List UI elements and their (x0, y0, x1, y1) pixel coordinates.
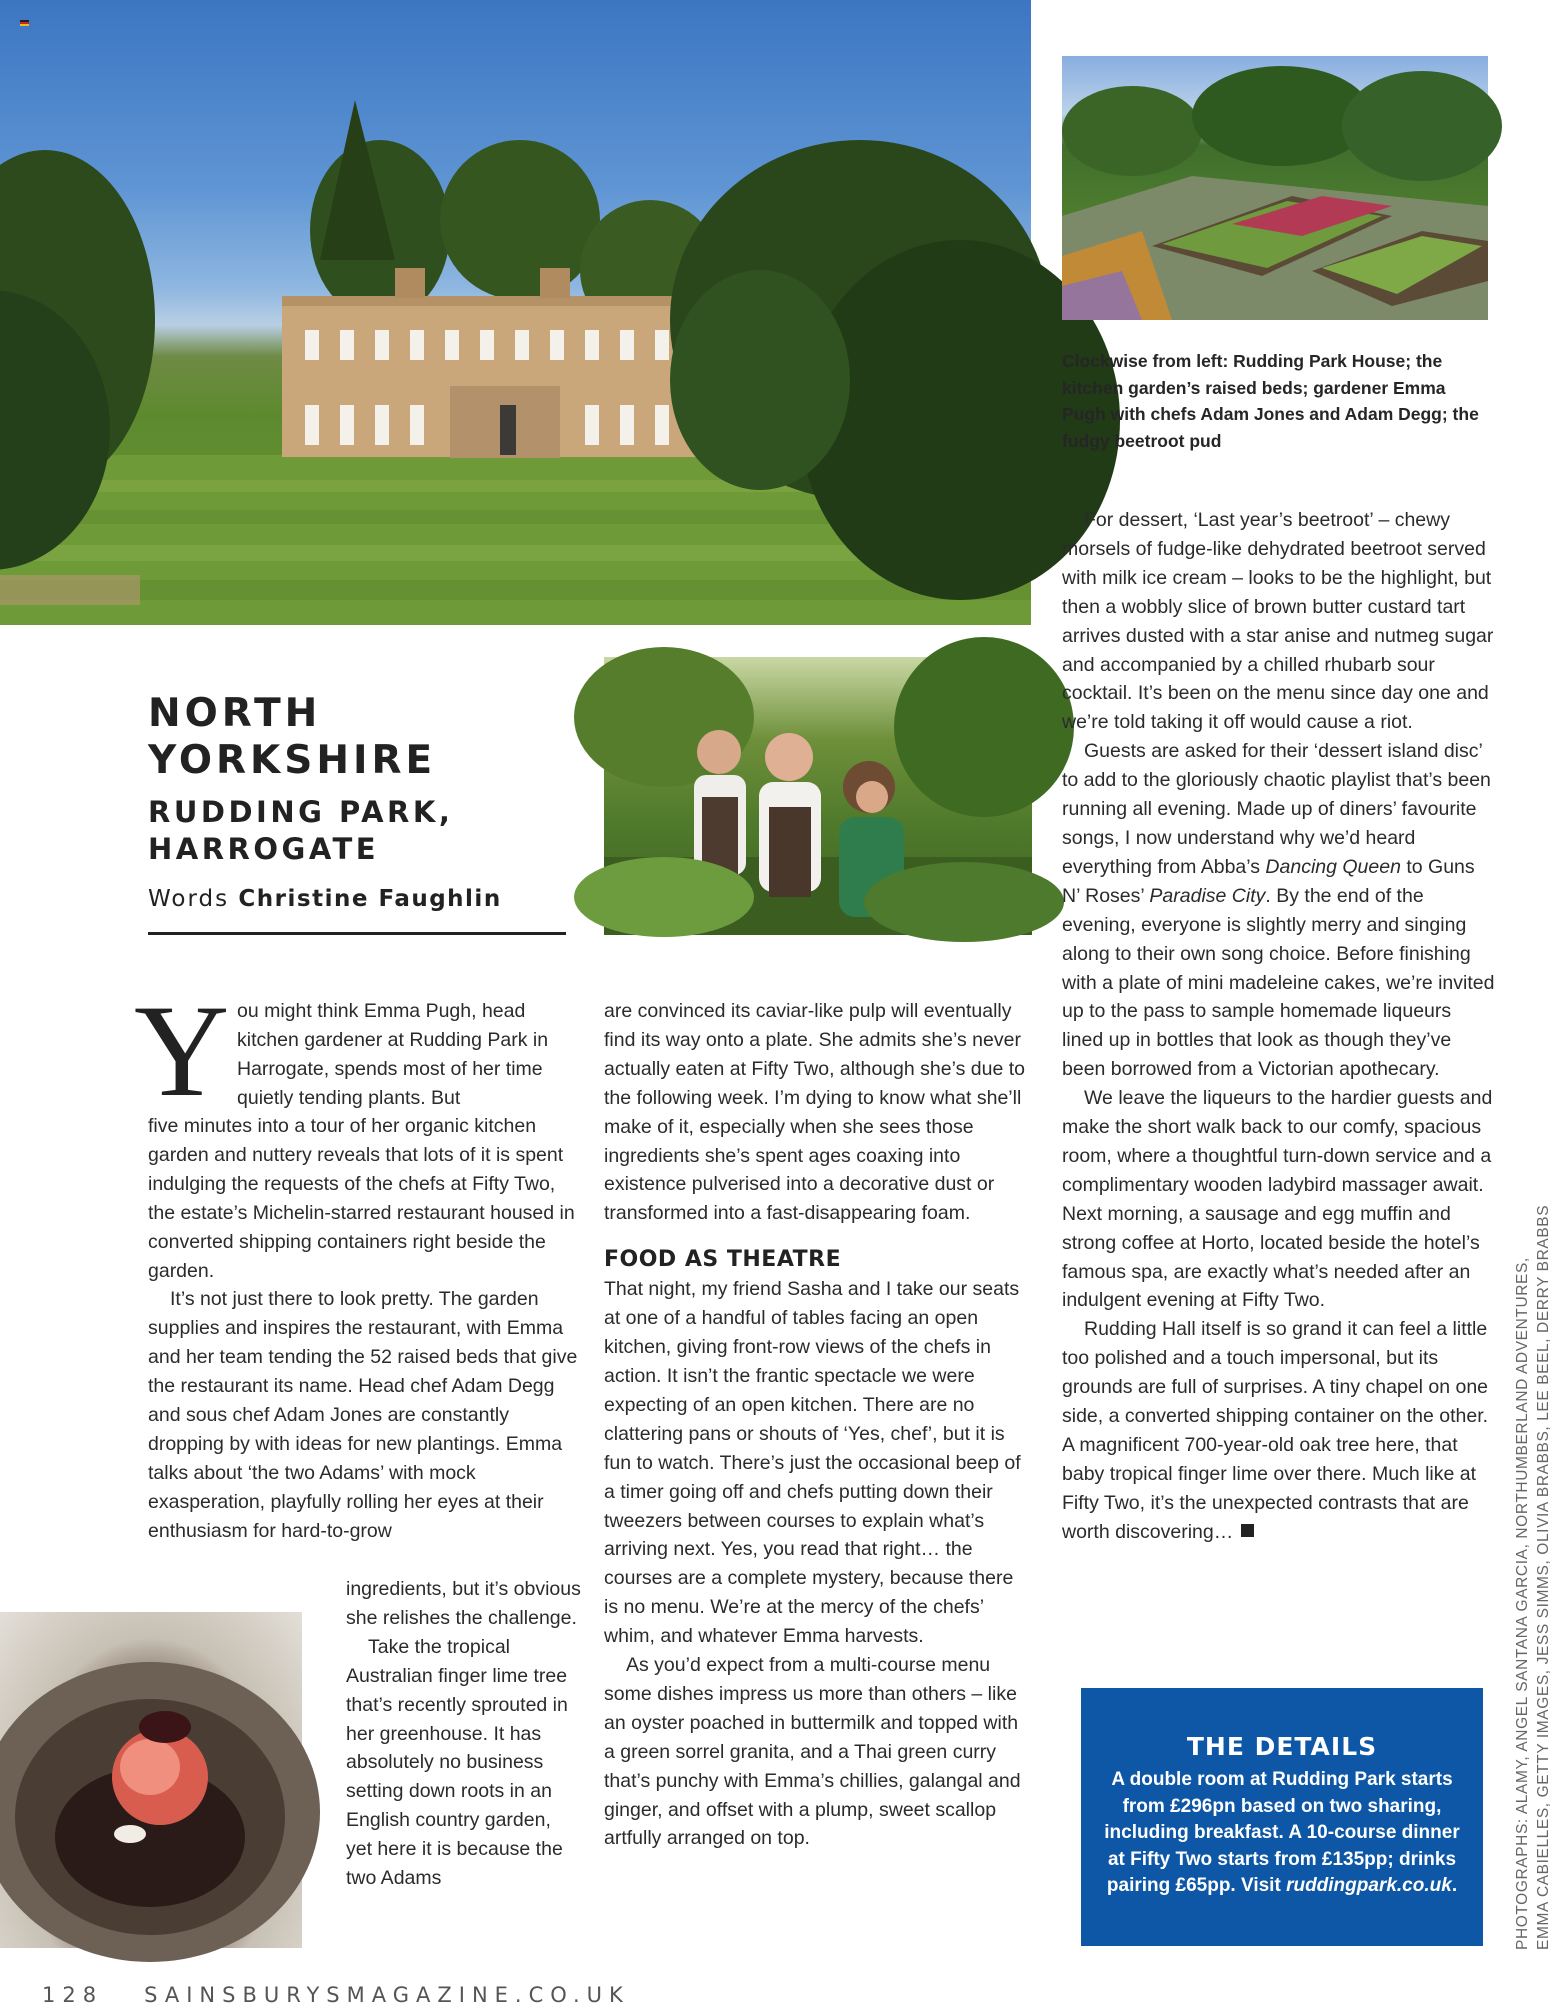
paragraph: Take the tropical Australian finger lime tree that’s recently sprouted in her greenhouse. It has absolutely no business setting down roots in an English country garden, yet here it is because the two Adams (346, 1635, 568, 1890)
byline (148, 886, 502, 912)
details-box (1081, 1688, 1483, 1946)
photo-caption: Clockwise from left: Rudding Park House; the kitchen garden’s raised beds; gardener Emma Pugh with chefs Adam Jones and Adam Degg; the fudgy beetroot pud (1062, 351, 1479, 451)
beetroot-pudding-photo (0, 1612, 302, 1948)
page-number: 128 (42, 1983, 104, 2007)
article-region-title: NORTH YORKSHIRE (148, 691, 437, 783)
details-text: A double room at Rudding Park starts from £296pn based on two sharing, including breakfast. A 10-course dinner at Fifty Two starts from £135pp; drinks pairing £65pp. Visit (1104, 1769, 1460, 1896)
gardener-and-chefs-photo (604, 657, 1032, 935)
column-3 (1062, 506, 1496, 1547)
rudding-park-house-photo (0, 0, 1031, 625)
column-2 (604, 997, 1032, 1853)
end-mark-icon (1241, 1524, 1254, 1537)
paragraph (1062, 737, 1496, 1084)
photo-credits (1512, 1050, 1554, 1950)
details-title: THE DETAILS (1186, 1732, 1378, 1761)
text-run: . By the end of the evening, everyone is slightly merry and singing along to their own song choice. Before finishing with a plate of mini madeleine cakes, we’re invited up to the pass to sample homemade liqueurs lined up in bottles that look as though they’ve been borrowed from a Victorian apothecary. (1062, 884, 1495, 1081)
paragraph: It’s not just there to look pretty. The garden supplies and inspires the restaurant, with Emma and her team tending the 52 raised beds that give the restaurant its name. Head chef Adam Degg and sous chef Adam Jones are constantly dropping by with ideas for new plantings. Emma talks about ‘the two Adams’ with mock exasperation, playfully rolling her eyes at their enthusiasm for hard-to-grow (148, 1288, 578, 1542)
column-1-narrow (346, 1575, 582, 1893)
credits-line: PHOTOGRAPHS: ALAMY, ANGEL SANTANA GARCIA, NORTHUMBERLAND ADVENTURES, (1514, 1257, 1531, 1950)
subheading: FOOD AS THEATRE (604, 1247, 842, 1273)
pudding-illustration (0, 1612, 302, 1948)
byline-author: Christine Faughlin (238, 886, 502, 912)
drop-cap: Y (134, 977, 230, 1124)
text-run: Guests are asked for their ‘dessert island disc’ to add to the gloriously chaotic playlist that’s been running all evening. Made up of diners’ favourite songs, I now understand why we’d heard everything from Abba’s (1062, 740, 1491, 878)
text-run: to Guns N’ Roses’ (1062, 855, 1475, 907)
kitchen-garden-raised-beds-photo (1062, 56, 1488, 320)
paragraph (1062, 1315, 1496, 1546)
chefs-illustration (604, 657, 1032, 935)
footer-site: SAINSBURYSMAGAZINE.CO.UK (144, 1983, 630, 2007)
paragraph: are convinced its caviar-like pulp will eventually find its way onto a plate. She admits she’s never actually eaten at Fifty Two, although she’s due to the following week. I’m dying to know what she’ll make of it, especially when she sees those ingredients she’s spent ages coaxing into existence pulverised into a decorative dust or transformed into a fast-disappearing foam. (604, 1000, 1025, 1225)
article-place-title: RUDDING PARK, HARROGATE (148, 795, 454, 866)
details-link[interactable]: ruddingpark.co.uk (1286, 1875, 1452, 1896)
paragraph: five minutes into a tour of her organic kitchen garden and nuttery reveals that lots of it is spent indulging the requests of the chefs at Fifty Two, the estate’s Michelin-starred restaurant housed in converted shipping containers right beside the garden. (148, 1115, 575, 1282)
paragraph: ingredients, but it’s obvious she relishes the challenge. (346, 1578, 581, 1629)
text-run: Rudding Hall itself is so grand it can feel a little too polished and a touch impersonal, but its grounds are full of surprises. A tiny chapel on one side, a converted shipping container on the other. A magnificent 700-year-old oak tree here, that baby tropical finger lime over there. Much like at Fifty Two, it’s the unexpected contrasts that are worth discovering… (1062, 1318, 1489, 1543)
page-footer (42, 1983, 630, 2007)
paragraph: That night, my friend Sasha and I take our seats at one of a handful of tables facing an open kitchen, giving front-row views of the chefs in action. It isn’t the frantic spectacle we were expecting of an open kitchen. There are no clattering pans or shouts of ‘Yes, chef’, but it is fun to watch. There’s just the occasional beep of a timer going off and chefs putting down their tweezers between courses to explain what’s arriving next. Yes, you read that right… the courses are a complete mystery, because there is no menu. We’re at the mercy of the chefs’ whim, and whatever Emma harvests. (604, 1278, 1021, 1648)
garden-illustration (1062, 56, 1488, 320)
column-1-main (148, 1112, 578, 1546)
house-illustration (0, 0, 1031, 625)
details-text-end: . (1451, 1875, 1458, 1896)
flag-icon (20, 20, 29, 26)
heading-divider (148, 932, 566, 935)
paragraph: As you’d expect from a multi-course menu some dishes impress us more than others – like an oyster poached in buttermilk and topped with a green sorrel granita, and a Thai green curry that’s punchy with Emma’s chillies, galangal and ginger, and offset with a plump, sweet scallop artfully arranged on top. (604, 1654, 1021, 1850)
paragraph: We leave the liqueurs to the hardier guests and make the short walk back to our comfy, spacious room, where a thoughtful turn-down service and a complimentary wooden ladybird massager await. Next morning, a sausage and egg muffin and strong coffee at Horto, located beside the hotel’s famous spa, are exactly what’s needed after an indulgent evening at Fifty Two. (1062, 1087, 1493, 1312)
details-body (1101, 1767, 1463, 1900)
column-1-lead (237, 997, 582, 1113)
paragraph: ou might think Emma Pugh, head kitchen gardener at Rudding Park in Harrogate, spends most of her time quietly tending plants. But (237, 1000, 549, 1109)
paragraph: For dessert, ‘Last year’s beetroot’ – chewy morsels of fudge-like dehydrated beetroot served with milk ice cream – looks to be the highlight, but then a wobbly slice of brown butter custard tart arrives dusted with a star anise and nutmeg sugar and accompanied by a chilled rhubarb sour cocktail. It’s been on the menu since day one and we’re told taking it off would cause a riot. (1062, 509, 1494, 734)
song-title: Paradise City (1149, 884, 1266, 907)
credits-line: EMMA CABIELLES, GETTY IMAGES, JESS SIMMS, OLIVIA BRABBS, LEE BEEL, DERRY BRABBS (1535, 1204, 1552, 1950)
song-title: Dancing Queen (1265, 855, 1401, 878)
byline-prefix: Words (148, 886, 230, 912)
